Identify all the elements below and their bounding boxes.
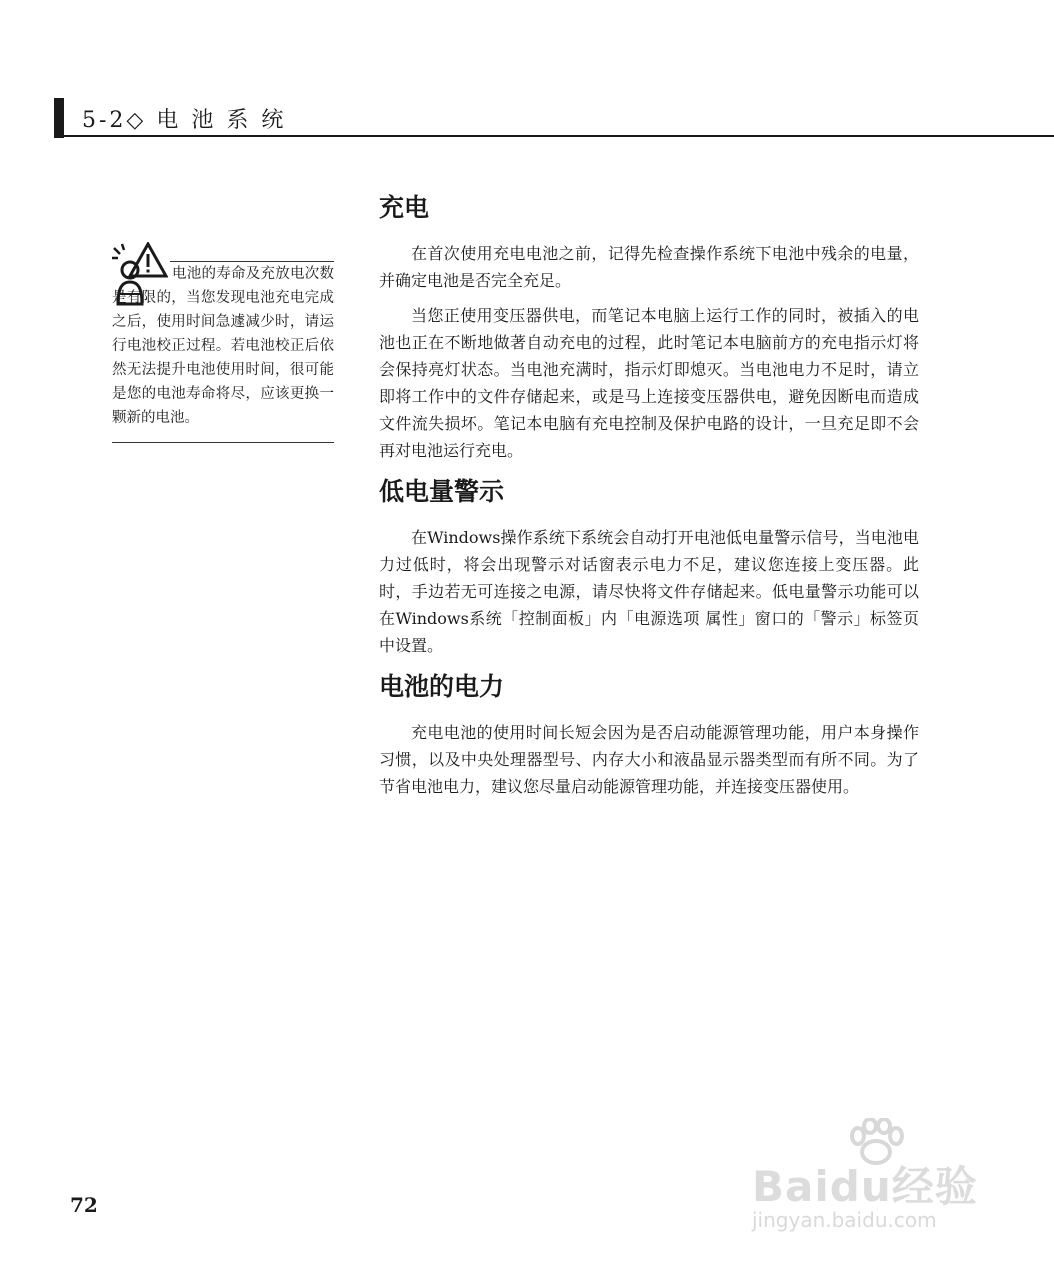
section-heading: 低电量警示 (379, 477, 505, 506)
note-text: 电池的寿命及充放电次数是有限的，当您发现电池充电完成之后，使用时间急遽减少时，请运行电池校正过程。若电池校正后依然无法提升电池使用时间，很可能是您的电池寿命将尽，应该更换一颗新的电池。 (112, 266, 334, 426)
paragraph: 当您正使用变压器供电，而笔记本电脑上运行工作的同时，被插入的电池也正在不断地做著自动充电的过程，此时笔记本电脑前方的充电指示灯将会保持亮灯状态。当电池充满时，指示灯即熄灭。当电池电力不足时，请立即将工作中的文件存储起来，或是马上连接变压器供电，避免因断电而造成文件流失损坏。笔记本电脑有充电控制及保护电路的设计，一旦充足即不会再对电池运行充电。 (379, 306, 919, 460)
warning-person-icon (112, 242, 168, 306)
watermark-url: jingyan.baidu.com (752, 1208, 937, 1232)
section-heading: 充电 (379, 193, 430, 222)
paragraph: 在首次使用充电电池之前，记得先检查操作系统下电池中残余的电量，并确定电池是否完全充足。 (379, 244, 919, 290)
paragraph: 在Windows操作系统下系统会自动打开电池低电量警示信号，当电池电力过低时，将会出现警示对话窗表示电力不足，建议您连接上变压器。此时，手边若无可连接之电源，请尽快将文件存储起来。低电量警示功能可以在Windows系统「控制面板」内「电源选项 属性」窗口的「警示」标签页中设置。 (379, 528, 919, 655)
sidebar-note (112, 242, 334, 443)
main-content (379, 188, 919, 808)
paragraph: 充电电池的使用时间长短会因为是否启动能源管理功能，用户本身操作习惯，以及中央处理器型号、内存大小和液晶显示器类型而有所不同。为了节省电池电力，建议您尽量启动能源管理功能，并连接变压器使用。 (379, 723, 919, 796)
section-charging (379, 188, 919, 464)
chapter-title: 5-2◇ 电 池 系 统 (82, 108, 287, 133)
watermark (748, 1118, 998, 1238)
header-rule (54, 135, 1054, 137)
watermark-logo: Baidu经验 (752, 1162, 978, 1211)
header-bar (54, 98, 64, 138)
section-low-battery-warning (379, 472, 919, 659)
note-top-divider (170, 261, 334, 262)
page-number: 72 (70, 1193, 98, 1217)
section-heading: 电池的电力 (379, 672, 505, 701)
section-battery-power (379, 667, 919, 800)
note-bottom-divider (112, 442, 334, 443)
